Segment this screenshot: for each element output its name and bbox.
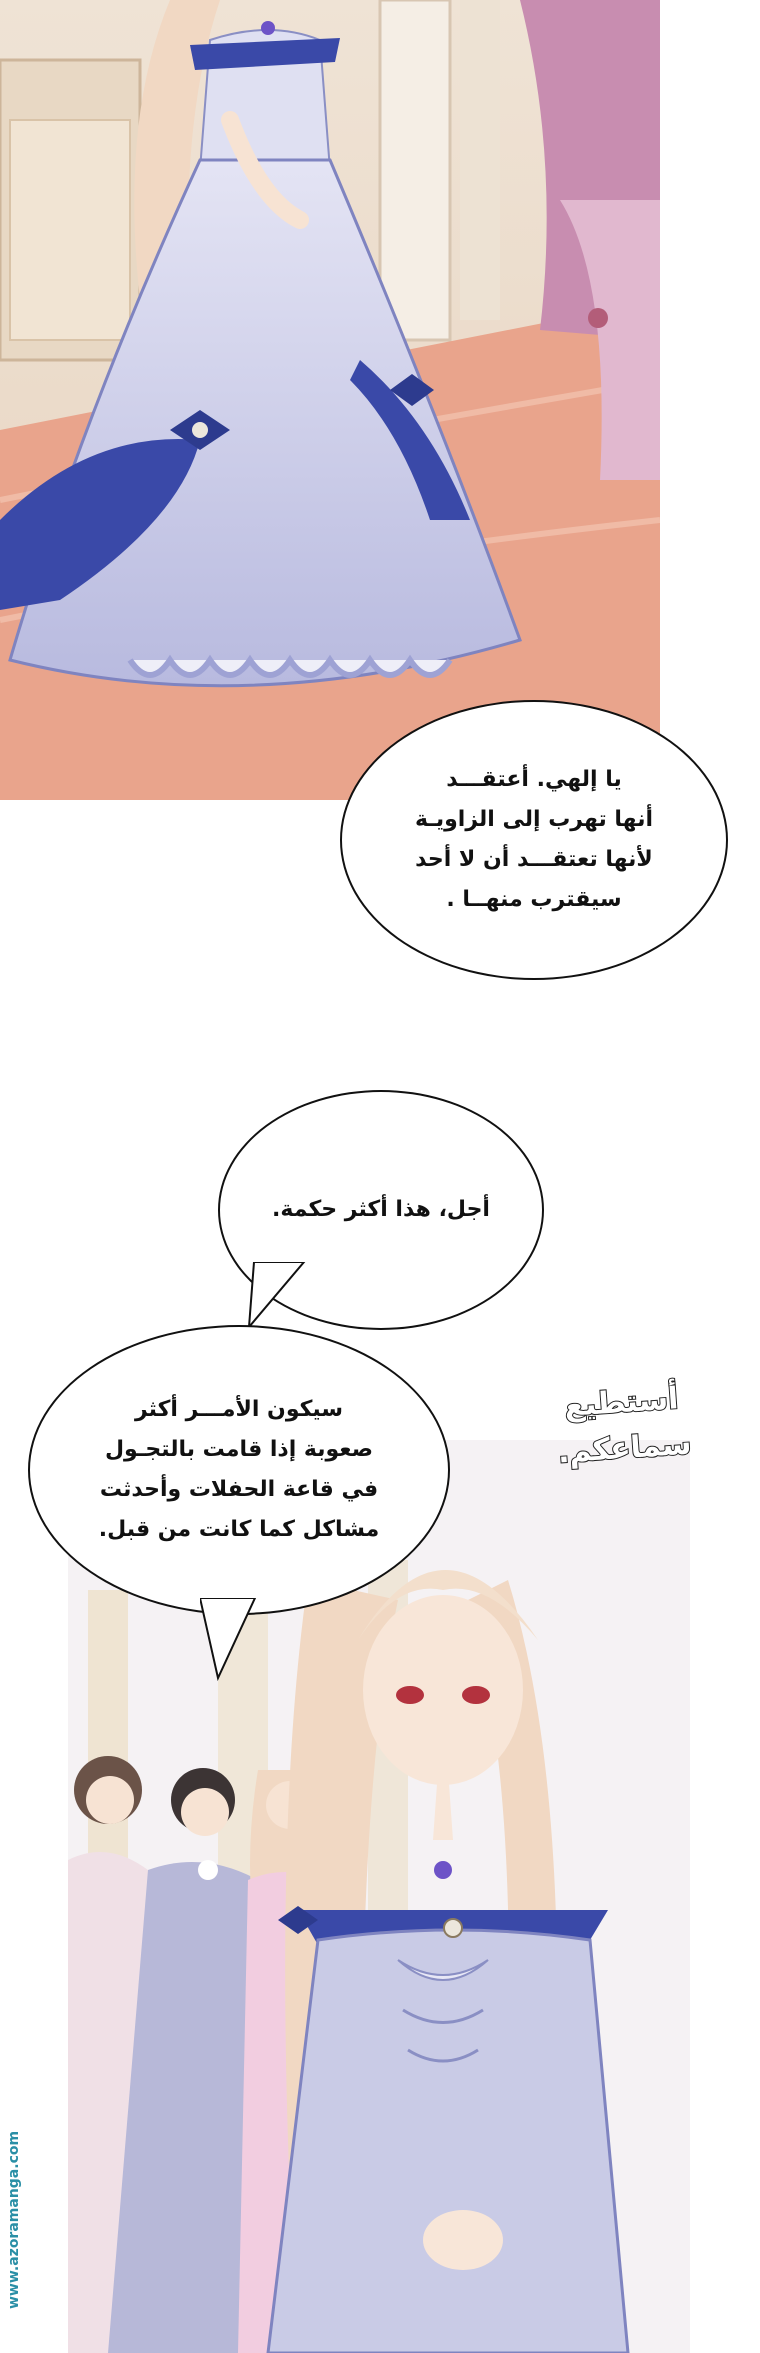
speech-bubble-2-text: أجل، هذا أكثر حكمة.	[272, 1197, 490, 1222]
ballroom-scene-art	[0, 0, 660, 800]
speech-bubble-3-text: سيكون الأمـــر أكثر صعوبة إذا قامت بالتجـول في قاعة الحفلات وأحدثت مشاكل كما كانت من قبل.	[98, 1397, 380, 1542]
speech-bubble-1	[340, 700, 728, 980]
speech-bubble-3	[28, 1325, 450, 1615]
top-panel-illustration	[0, 0, 660, 800]
sound-effect-text: أستطيع سماعكم.	[556, 1381, 693, 1471]
site-watermark: www.azoramanga.com	[6, 2130, 22, 2310]
speech-bubble-3-tail	[200, 1598, 270, 1688]
speech-bubble-1-text: يا إلهي. أعتقـــد أنها تهرب إلى الزاويـة لأنها تعتقـــد أن لا أحد سيقترب منهــا .	[414, 767, 654, 912]
speech-bubble-2-tail	[244, 1262, 324, 1332]
